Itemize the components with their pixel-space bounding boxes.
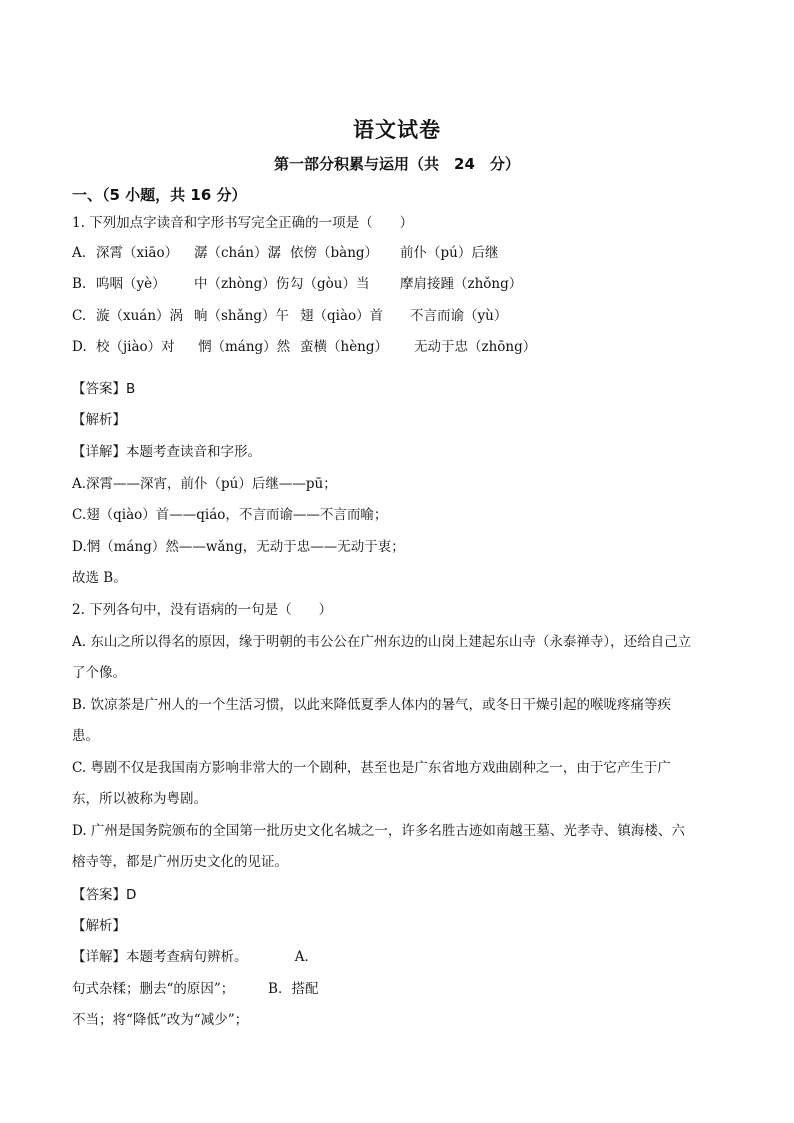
q1-conclusion: 故选 B。: [72, 570, 127, 586]
option-item: 深霄（xiāo）: [96, 245, 179, 261]
option-item: 呜咽（yè）: [96, 276, 166, 292]
option-item: 晌（shǎng）午: [194, 308, 290, 324]
option-label: C.: [72, 308, 87, 324]
q1-explanation-d: D.惘（máng）然——wǎng，无动于忠——无动于衷；: [72, 539, 405, 555]
option-label: A.: [72, 245, 87, 261]
q2-option-a-line1: A. 东山之所以得名的原因，缘于明朝的韦公公在广州东边的山岗上建起东山寺（永泰禅寺），还给自己立: [72, 634, 692, 650]
option-item: 惘（máng）然: [198, 339, 291, 355]
option-item: 依傍（bàng）: [290, 245, 379, 261]
q2-stem: 2. 下列各句中，没有语病的一句是（ ）: [72, 602, 333, 618]
option-item: 摩肩接踵（zhǒng）: [400, 276, 523, 292]
section-heading: 一、（5 小题，共 16 分）: [72, 186, 247, 204]
q1-option-c: [72, 307, 722, 325]
q2-detail-line2: 句式杂糅；删去“的原因”； B．搭配: [72, 981, 319, 997]
q2-option-c-line2: 东，所以被称为粤剧。: [72, 791, 207, 807]
q2-option-c-line1: C. 粤剧不仅是我国南方影响非常大的一个剧种，甚至也是广东省地方戏曲剧种之一，由于它产生于广: [72, 760, 671, 776]
q2-option-a-line2: 了个像。: [72, 665, 126, 681]
option-item: 中（zhòng）伤: [194, 276, 290, 292]
q2-option-b-line2: 患。: [72, 728, 99, 744]
q2-option-d-line1: D. 广州是国务院颁布的全国第一批历史文化名城之一，许多名胜古迹如南越王墓、光孝寺、镇海楼、六: [72, 823, 685, 839]
q1-option-b: [72, 275, 722, 293]
option-item: 无动于忠（zhōng）: [414, 339, 537, 355]
option-item: 翅（qiào）首: [300, 308, 384, 324]
option-item: 潺（chán）潺: [194, 245, 281, 261]
q2-answer: 【答案】D: [72, 887, 137, 903]
q2-option-d-line2: 榕寺等，都是广州历史文化的见证。: [72, 854, 288, 870]
q1-option-a: [72, 244, 722, 262]
option-label: B.: [72, 276, 87, 292]
q1-stem: 1. 下列加点字读音和字形书写完全正确的一项是（ ）: [72, 215, 414, 231]
page-subtitle: 第一部分积累与运用（共 24 分）: [274, 155, 520, 173]
q1-option-d: [72, 338, 722, 356]
q2-analysis-label: 【解析】: [72, 918, 126, 934]
option-label: D.: [72, 339, 87, 355]
q1-analysis-label: 【解析】: [72, 412, 126, 428]
option-item: 蛮横（hèng）: [300, 339, 389, 355]
q1-detail: 【详解】本题考查读音和字形。: [72, 444, 261, 460]
option-item: 前仆（pú）后继: [400, 245, 499, 261]
q2-detail-line1: 【详解】本题考查病句辨析。 A．: [72, 949, 318, 965]
q2-option-b-line1: B. 饮凉茶是广州人的一个生活习惯，以此来降低夏季人体内的暑气，或冬日干燥引起的喉咙疼痛等疾: [72, 697, 672, 713]
q1-explanation-c: C.翅（qiào）首——qiáo，不言而谕——不言而喻；: [72, 507, 388, 523]
option-item: 不言而谕（yù）: [410, 308, 508, 324]
option-item: 勾（gòu）当: [290, 276, 370, 292]
q1-explanation-a: A.深霄——深宵，前仆（pú）后继——pū；: [72, 476, 337, 492]
option-item: 校（jiào）对: [96, 339, 175, 355]
q1-answer: 【答案】B: [72, 381, 136, 397]
option-item: 漩（xuán）涡: [96, 308, 184, 324]
q2-detail-line3: 不当；将“降低”改为“减少”；: [72, 1012, 249, 1028]
page-title: 语文试卷: [353, 118, 441, 142]
